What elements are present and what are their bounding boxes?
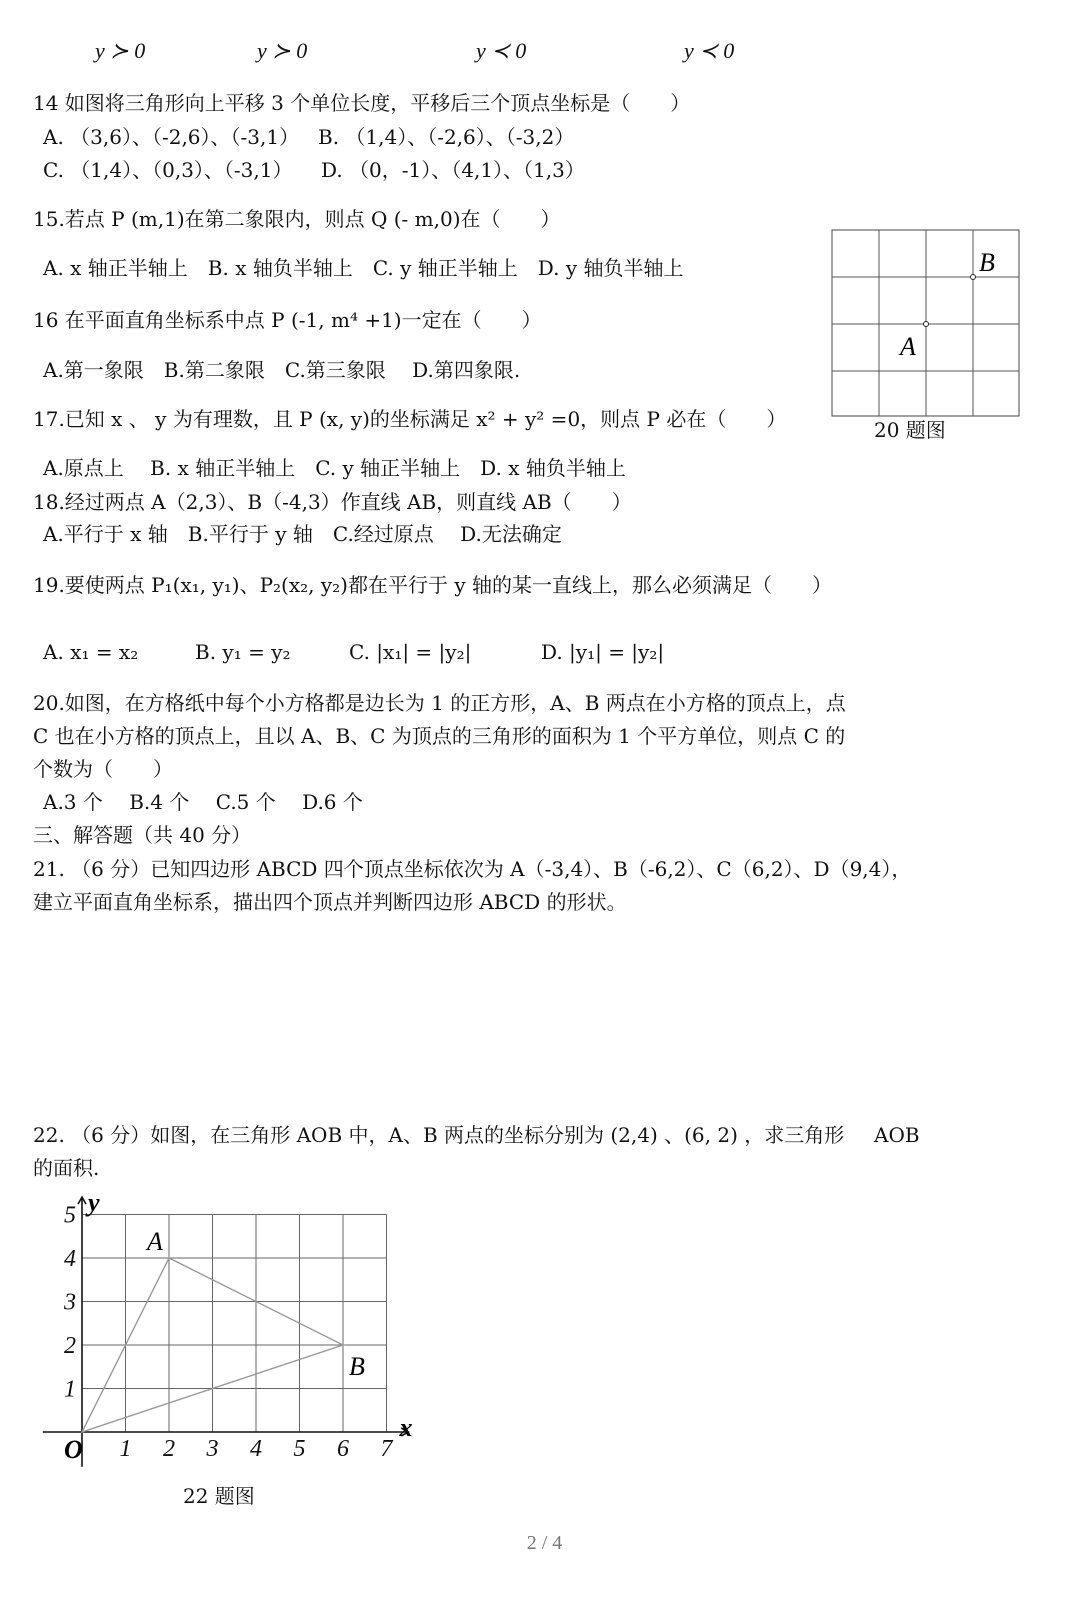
fig20-caption: 20 题图	[874, 418, 946, 442]
q19-option-c: C. |x₁| = |y₂|	[349, 640, 472, 664]
x-tick-label: 5	[293, 1436, 306, 1462]
q21-line-1: 21. （6 分）已知四边形 ABCD 四个顶点坐标依次为 A（-3,4）、B（-6,2）、C（6,2）、D（9,4），	[33, 857, 912, 881]
q19-stem: 19.要使两点 P₁(x₁, y₁)、P₂(x₂, y₂)都在平行于 y 轴的某一直线上，那么必须满足（ ）	[33, 573, 832, 597]
q21-line-2: 建立平面直角坐标系，描出四个顶点并判断四边形 ABCD 的形状。	[33, 890, 627, 914]
y-tick-label: 3	[64, 1289, 76, 1316]
q15-stem: 15.若点 P (m,1)在第二象限内，则点 Q (- m,0)在（ ）	[33, 207, 561, 231]
q18-stem: 18.经过两点 A（2,3）、B（-4,3）作直线 AB，则直线 AB（ ）	[33, 490, 632, 514]
q16-stem: 16 在平面直角坐标系中点 P (-1, m⁴ +1)一定在（ ）	[33, 308, 542, 332]
q18-options: A.平行于 x 轴 B.平行于 y 轴 C.经过原点 D.无法确定	[43, 522, 562, 546]
fig20-label-a: A	[900, 332, 916, 361]
section-heading: 三、解答题（共 40 分）	[33, 823, 252, 847]
q19-option-b: B. y₁ = y₂	[195, 640, 291, 664]
x-tick-label: 4	[250, 1436, 262, 1462]
x-tick-label: 3	[206, 1436, 219, 1462]
q14-option-c: C. （1,4）、（0,3）、（-3,1）	[43, 158, 293, 182]
fig22-label-b: B	[349, 1352, 365, 1381]
fig22-caption: 22 题图	[183, 1484, 255, 1508]
fig20-point-a	[924, 322, 929, 327]
y-tick-label: 2	[64, 1333, 76, 1359]
page-number: 2 / 4	[526, 1532, 563, 1554]
fig22-label-a: A	[147, 1227, 163, 1256]
x-tick-label: 6	[337, 1436, 349, 1462]
fig22-y-axis-label: y	[88, 1188, 100, 1218]
fig20-point-b	[971, 275, 976, 280]
q17-options: A.原点上 B. x 轴正半轴上 C. y 轴正半轴上 D. x 轴负半轴上	[43, 456, 626, 480]
y-tick-label: 1	[64, 1376, 76, 1403]
fig22-plot	[40, 1180, 420, 1480]
option-top-b: y ≻ 0	[257, 38, 308, 63]
y-tick-label: 4	[64, 1246, 76, 1272]
q19-option-a: A. x₁ = x₂	[43, 640, 139, 664]
fig20-grid	[830, 228, 1030, 428]
q20-options: A.3 个 B.4 个 C.5 个 D.6 个	[43, 790, 363, 814]
x-tick-label: 7	[380, 1436, 393, 1462]
fig22-x-axis-label: x	[399, 1413, 413, 1442]
q15-options: A. x 轴正半轴上 B. x 轴负半轴上 C. y 轴正半轴上 D. y 轴负半轴上	[43, 256, 684, 280]
x-tick-label: 2	[163, 1436, 175, 1462]
q14-option-b: B. （1,4）、（-2,6）、（-3,2）	[318, 125, 575, 149]
y-tick-label: 5	[64, 1202, 76, 1229]
q17-stem: 17.已知 x 、 y 为有理数，且 P (x, y)的坐标满足 x² + y² =0，则点 P 必在（ ）	[33, 407, 787, 431]
q22-aob: AOB	[874, 1123, 920, 1147]
x-tick-label: 1	[119, 1436, 132, 1462]
q22-line-2: 的面积.	[33, 1156, 100, 1180]
q16-options: A.第一象限 B.第二象限 C.第三象限 D.第四象限.	[43, 358, 521, 382]
q20-line-3: 个数为（ ）	[33, 757, 173, 781]
q19-option-d: D. |y₁| = |y₂|	[541, 640, 665, 664]
q14-option-a: A. （3,6）、（-2,6）、（-3,1）	[43, 125, 300, 149]
q22-line-1: 22. （6 分）如图，在三角形 AOB 中，A、B 两点的坐标分别为 (2,4) 、(6, 2) ，求三角形	[33, 1123, 845, 1147]
q20-line-2: C 也在小方格的顶点上，且以 A、B、C 为顶点的三角形的面积为 1 个平方单位，则点 C 的	[33, 724, 846, 748]
fig22-origin-label: O	[64, 1435, 83, 1464]
q14-option-d: D. （0，-1）、（4,1）、（1,3）	[321, 158, 585, 182]
option-top-c: y ≺ 0	[476, 38, 527, 63]
option-top-d: y ≺ 0	[684, 38, 735, 63]
option-top-a: y ≻ 0	[95, 38, 146, 63]
fig20-label-b: B	[979, 248, 995, 277]
q14-stem: 14 如图将三角形向上平移 3 个单位长度，平移后三个顶点坐标是（ ）	[33, 91, 691, 115]
q20-line-1: 20.如图，在方格纸中每个小方格都是边长为 1 的正方形，A、B 两点在小方格的顶点上，点	[33, 691, 846, 715]
